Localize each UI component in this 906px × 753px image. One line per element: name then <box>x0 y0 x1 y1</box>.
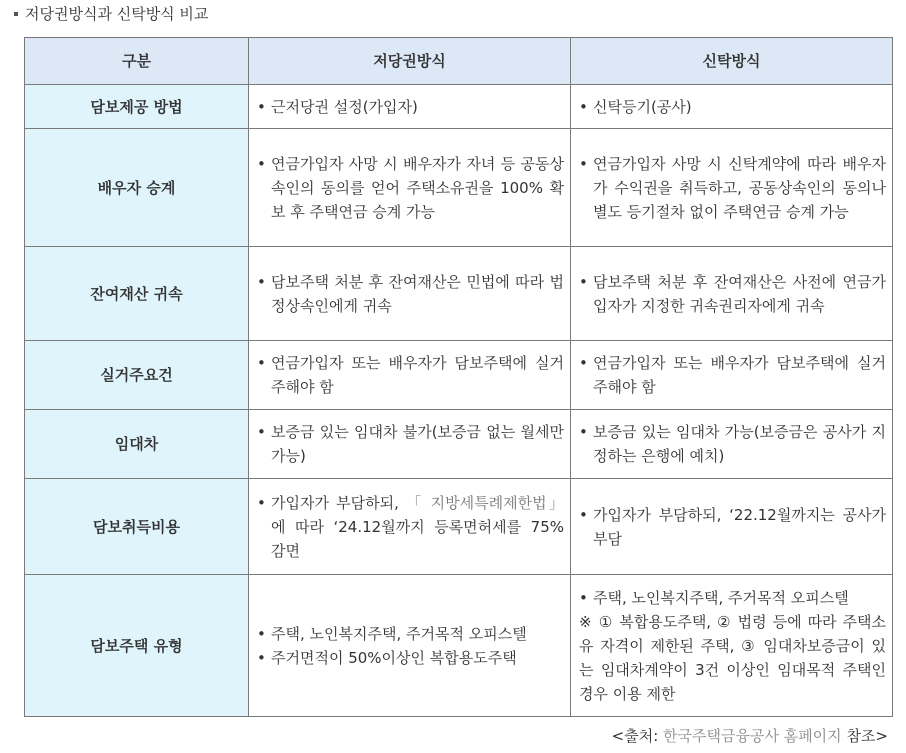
trust-cell <box>571 85 893 129</box>
table-row <box>25 129 893 247</box>
mortgage-cell <box>249 410 571 479</box>
header-trust: 신탁방식 <box>571 38 893 85</box>
source-citation <box>612 725 888 746</box>
mortgage-cell <box>249 575 571 717</box>
mortgage-cell <box>249 85 571 129</box>
caption-text: 저당권방식과 신탁방식 비교 <box>25 5 209 23</box>
bullet-item: • 담보주택 처분 후 잔여재산은 민법에 따라 법정상속인에게 귀속 <box>257 272 564 315</box>
bullet-item: • 주택, 노인복지주택, 주거목적 오피스텔 <box>257 624 527 643</box>
bullet-text: 연금가입자 사망 시 배우자가 자녀 등 공동상속인의 동의를 얻어 주택소유권을 100% 확보 후 주택연금 승계 가능 <box>271 154 564 221</box>
bullet-text: 연금가입자 사망 시 신탁계약에 따라 배우자가 수익권을 취득하고, 공동상속인의 동의나 별도 등기절차 없이 주택연금 승계 가능 <box>593 154 886 221</box>
table-caption <box>14 3 208 24</box>
source-link[interactable]: 한국주택금융공사 홈페이지 <box>663 727 842 745</box>
row-label: 배우자 승계 <box>25 129 249 247</box>
bullet-item: • 보증금 있는 임대차 가능(보증금은 공사가 지정하는 은행에 예치) <box>579 423 886 465</box>
source-suffix: 참조> <box>841 727 888 745</box>
bullet-text: 담보주택 처분 후 잔여재산은 사전에 연금가입자가 지정한 귀속권리자에게 귀속 <box>593 272 886 315</box>
row-label: 잔여재산 귀속 <box>25 247 249 341</box>
bullet-text: 연금가입자 또는 배우자가 담보주택에 실거주해야 함 <box>593 354 886 396</box>
row-label: 담보제공 방법 <box>25 85 249 129</box>
bullet-text <box>271 494 564 560</box>
law-name: 「 지방세특례제한법」 <box>406 493 564 512</box>
bullet-item: • 담보주택 처분 후 잔여재산은 사전에 연금가입자가 지정한 귀속권리자에게 귀속 <box>579 272 886 315</box>
table-header-row <box>25 38 893 85</box>
trust-cell <box>571 410 893 479</box>
bullet-text: 근저당권 설정(가입자) <box>271 97 418 116</box>
row-label: 임대차 <box>25 410 249 479</box>
note-text: ※ ① 복합용도주택, ② 법령 등에 따라 주택소유 자격이 제한된 주택, ③ 임대차보증금이 있는 임대차계약이 3건 이상인 임대목적 주택인 경우 이용 제한 <box>579 612 886 703</box>
trust-cell <box>571 341 893 410</box>
bullet-item: • 주거면적이 50%이상인 복합용도주택 <box>257 648 517 667</box>
bullet-text: 주택, 노인복지주택, 주거목적 오피스텔 <box>593 588 849 607</box>
trust-cell <box>571 129 893 247</box>
bullet-text: 주거면적이 50%이상인 복합용도주택 <box>271 648 517 667</box>
mortgage-cell <box>249 247 571 341</box>
header-category: 구분 <box>25 38 249 85</box>
bullet-item: • 근저당권 설정(가입자) <box>257 97 418 116</box>
mortgage-cell <box>249 129 571 247</box>
table-row <box>25 85 893 129</box>
bullet-item: • 연금가입자 또는 배우자가 담보주택에 실거주해야 함 <box>579 354 886 396</box>
header-mortgage: 저당권방식 <box>249 38 571 85</box>
bullet-text: 주택, 노인복지주택, 주거목적 오피스텔 <box>271 624 527 643</box>
comparison-table <box>24 37 893 717</box>
trust-cell <box>571 479 893 575</box>
bullet-text: 신탁등기(공사) <box>593 97 692 116</box>
trust-cell <box>571 575 893 717</box>
bullet-item: • 가입자가 부담하되, ‘22.12월까지는 공사가 부담 <box>579 505 886 548</box>
bullet-item: • 가입자가 부담하되, 「 지방세특례제한법」에 따라 ‘24.12월까지 등록면허세를 75% 감면 <box>257 493 564 560</box>
bullet-square-icon <box>14 12 18 16</box>
table-row <box>25 341 893 410</box>
bullet-item: • 신탁등기(공사) <box>579 97 692 116</box>
text-before-law: 가입자가 부담하되, <box>271 493 407 512</box>
row-label: 담보주택 유형 <box>25 575 249 717</box>
bullet-item: • 연금가입자 또는 배우자가 담보주택에 실거주해야 함 <box>257 354 564 396</box>
table-row <box>25 479 893 575</box>
row-label: 담보취득비용 <box>25 479 249 575</box>
bullet-text: 담보주택 처분 후 잔여재산은 민법에 따라 법정상속인에게 귀속 <box>271 272 564 315</box>
mortgage-cell <box>249 479 571 575</box>
trust-cell <box>571 247 893 341</box>
bullet-item: • 주택, 노인복지주택, 주거목적 오피스텔 <box>579 588 849 607</box>
table-row <box>25 575 893 717</box>
bullet-text: 보증금 있는 임대차 가능(보증금은 공사가 지정하는 은행에 예치) <box>593 423 886 465</box>
table-row <box>25 247 893 341</box>
bullet-text: 보증금 있는 임대차 불가(보증금 없는 월세만 가능) <box>271 423 564 465</box>
text-after-law: 에 따라 ‘24.12월까지 등록면허세를 75% 감면 <box>271 517 564 560</box>
bullet-item: • 연금가입자 사망 시 배우자가 자녀 등 공동상속인의 동의를 얻어 주택소유권을 100% 확보 후 주택연금 승계 가능 <box>257 154 564 221</box>
bullet-item: • 보증금 있는 임대차 불가(보증금 없는 월세만 가능) <box>257 423 564 465</box>
mortgage-cell <box>249 341 571 410</box>
bullet-text: 가입자가 부담하되, ‘22.12월까지는 공사가 부담 <box>593 505 886 548</box>
source-prefix: <출처: <box>611 727 664 745</box>
bullet-item: • 연금가입자 사망 시 신탁계약에 따라 배우자가 수익권을 취득하고, 공동상속인의 동의나 별도 등기절차 없이 주택연금 승계 가능 <box>579 154 886 221</box>
row-label: 실거주요건 <box>25 341 249 410</box>
bullet-text: 연금가입자 또는 배우자가 담보주택에 실거주해야 함 <box>271 354 564 396</box>
table-row <box>25 410 893 479</box>
